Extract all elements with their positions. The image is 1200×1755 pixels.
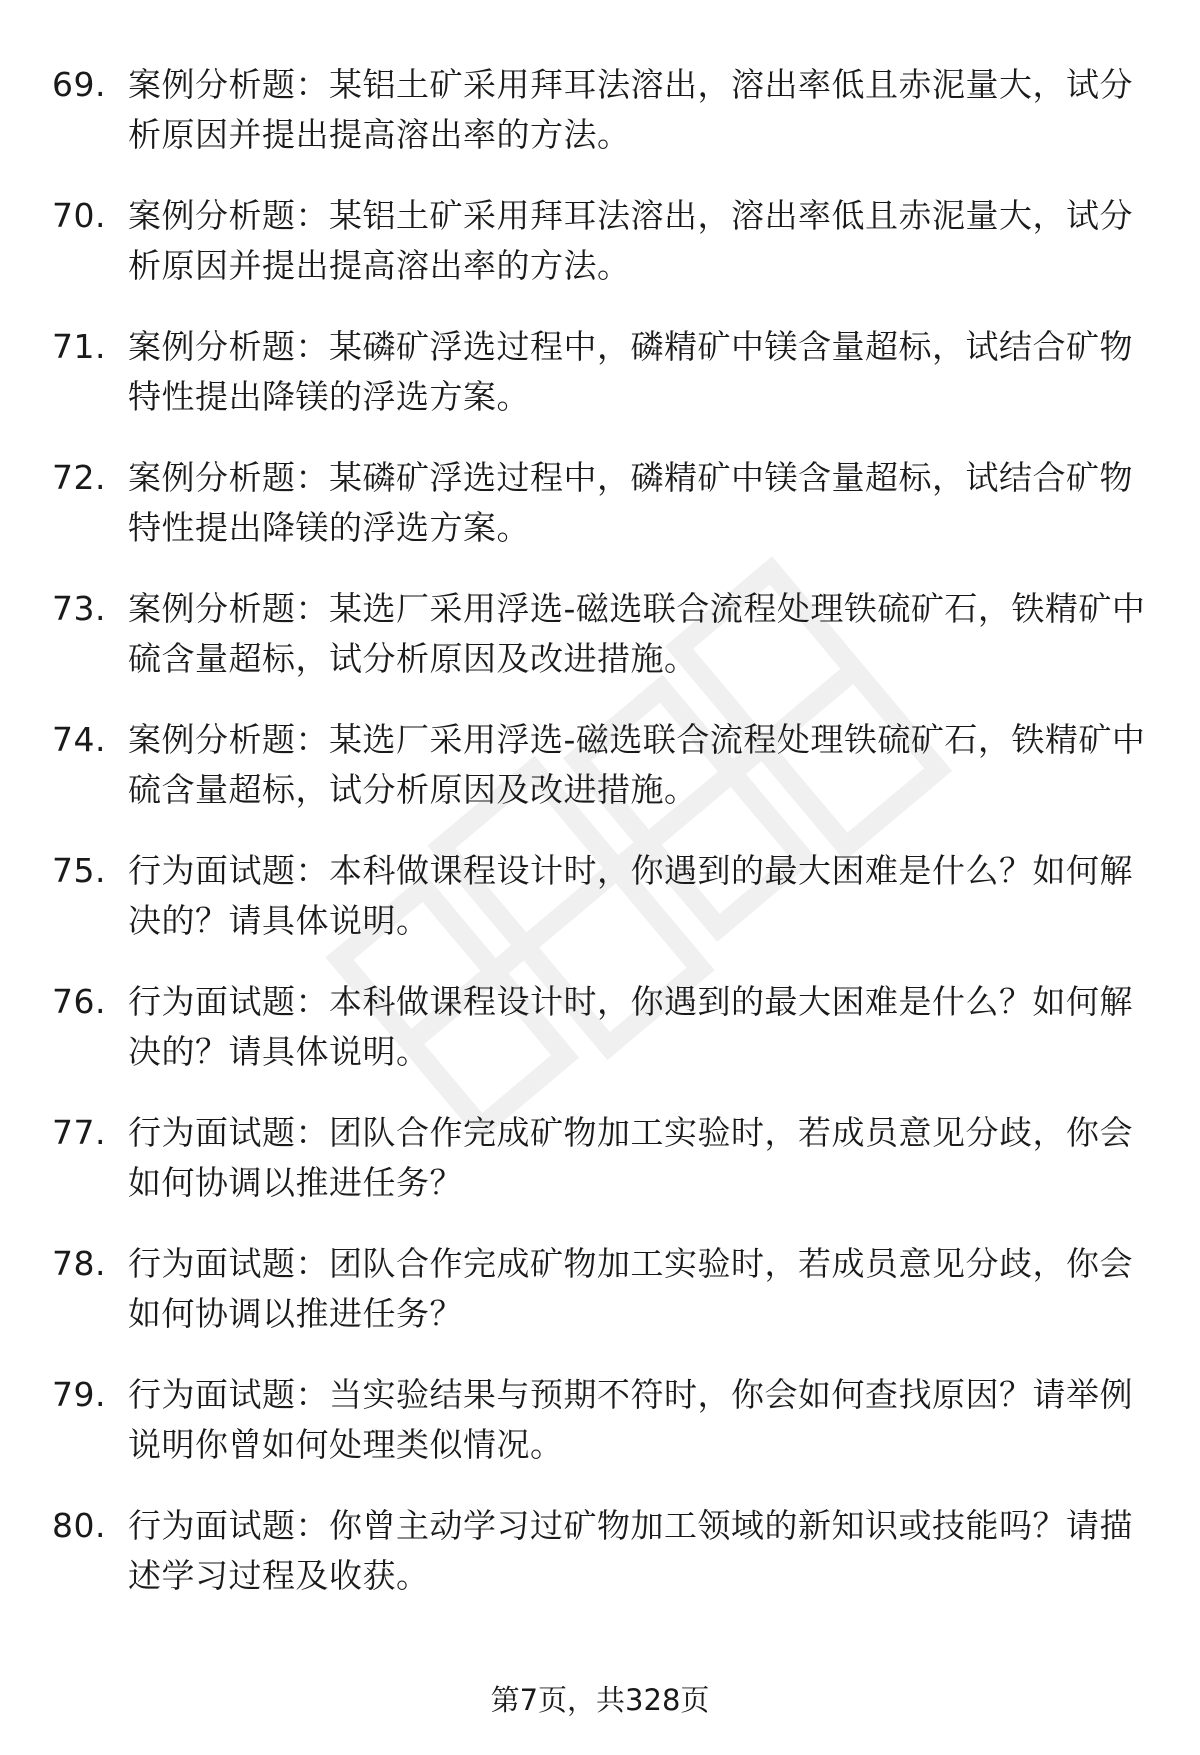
question-text: 行为面试题：团队合作完成矿物加工实验时，若成员意见分歧，你会如何协调以推进任务？: [128, 1244, 1133, 1333]
question-item: [52, 584, 1162, 715]
question-text: 行为面试题：本科做课程设计时，你遇到的最大困难是什么？如何解决的？请具体说明。: [128, 851, 1133, 940]
question-text: 案例分析题：某磷矿浮选过程中，磷精矿中镁含量超标，试结合矿物特性提出降镁的浮选方案。: [128, 327, 1133, 416]
question-text: 行为面试题：团队合作完成矿物加工实验时，若成员意见分歧，你会如何协调以推进任务？: [128, 1113, 1133, 1202]
question-item: [52, 1370, 1162, 1501]
question-number: 80.: [52, 1506, 106, 1545]
question-item: [52, 846, 1162, 977]
question-number: 71.: [52, 327, 106, 366]
question-number: 73.: [52, 589, 106, 628]
question-number: 69.: [52, 65, 106, 104]
question-item: [52, 1239, 1162, 1370]
question-number: 77.: [52, 1113, 106, 1152]
question-number: 70.: [52, 196, 106, 235]
question-item: [52, 453, 1162, 584]
question-number: 78.: [52, 1244, 106, 1283]
question-text: 行为面试题：你曾主动学习过矿物加工领域的新知识或技能吗？请描述学习过程及收获。: [128, 1506, 1133, 1595]
question-list: [52, 60, 1162, 1632]
question-item: [52, 977, 1162, 1108]
question-number: 76.: [52, 982, 106, 1021]
question-text: 案例分析题：某选厂采用浮选-磁选联合流程处理铁硫矿石，铁精矿中硫含量超标，试分析原因及改进措施。: [128, 589, 1146, 678]
question-text: 案例分析题：某铝土矿采用拜耳法溶出，溶出率低且赤泥量大，试分析原因并提出提高溶出率的方法。: [128, 196, 1133, 285]
question-text: 案例分析题：某磷矿浮选过程中，磷精矿中镁含量超标，试结合矿物特性提出降镁的浮选方案。: [128, 458, 1133, 547]
question-text: 案例分析题：某选厂采用浮选-磁选联合流程处理铁硫矿石，铁精矿中硫含量超标，试分析原因及改进措施。: [128, 720, 1146, 809]
question-text: 案例分析题：某铝土矿采用拜耳法溶出，溶出率低且赤泥量大，试分析原因并提出提高溶出率的方法。: [128, 65, 1133, 154]
question-number: 75.: [52, 851, 106, 890]
question-item: [52, 191, 1162, 322]
question-item: [52, 322, 1162, 453]
question-item: [52, 715, 1162, 846]
question-item: [52, 1501, 1162, 1632]
question-text: 行为面试题：当实验结果与预期不符时，你会如何查找原因？请举例说明你曾如何处理类似情况。: [128, 1375, 1133, 1464]
question-number: 74.: [52, 720, 106, 759]
question-item: [52, 60, 1162, 191]
question-item: [52, 1108, 1162, 1239]
question-number: 72.: [52, 458, 106, 497]
question-number: 79.: [52, 1375, 106, 1414]
page-footer: 第7页，共328页: [490, 1683, 710, 1717]
question-text: 行为面试题：本科做课程设计时，你遇到的最大困难是什么？如何解决的？请具体说明。: [128, 982, 1133, 1071]
